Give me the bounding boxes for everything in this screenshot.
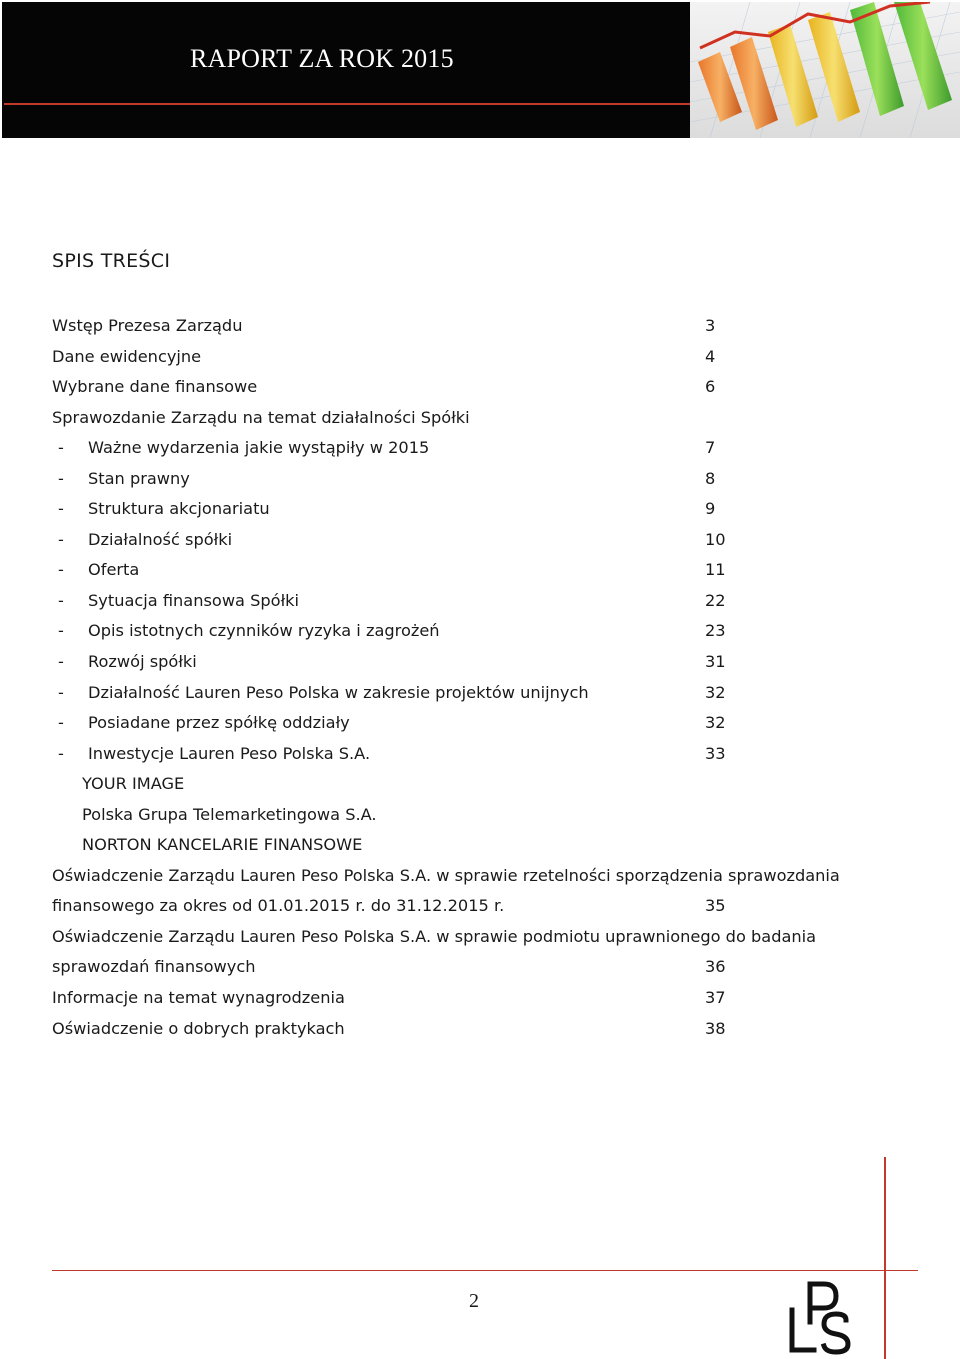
toc-entry-page: 6	[705, 377, 716, 397]
toc-entry[interactable]	[0, 835, 960, 866]
toc-entry[interactable]	[0, 316, 960, 347]
toc-entry-title: sprawozdań finansowych	[52, 957, 256, 977]
toc-entry-title: Posiadane przez spółkę oddziały	[88, 713, 350, 733]
toc-entry[interactable]	[0, 499, 960, 530]
toc-bullet: -	[58, 743, 64, 763]
toc-entry-page: 35	[705, 896, 726, 916]
toc-entry[interactable]	[0, 591, 960, 622]
toc-entry-title: finansowego za okres od 01.01.2015 r. do 31.12.2015 r.	[52, 896, 505, 916]
toc-heading: SPIS TREŚCI	[52, 250, 171, 272]
toc-entry-page: 33	[705, 743, 726, 763]
toc-entry-title: Stan prawny	[88, 468, 190, 488]
toc-entry-title: Rozwój spółki	[88, 652, 197, 672]
toc-entry-page: 4	[705, 346, 716, 366]
toc-bullet: -	[58, 438, 64, 458]
toc-bullet: -	[58, 499, 64, 519]
toc-entry-page: 23	[705, 621, 726, 641]
toc-entry-title: Wybrane dane finansowe	[52, 377, 258, 397]
toc-entry[interactable]	[0, 805, 960, 836]
toc-bullet: -	[58, 713, 64, 733]
toc-entry-page: 8	[705, 468, 716, 488]
toc-bullet: -	[58, 590, 64, 610]
toc-entry[interactable]	[0, 469, 960, 500]
toc-entry-page: 10	[705, 529, 726, 549]
toc-entry[interactable]	[0, 927, 960, 958]
toc-entry[interactable]	[0, 957, 960, 988]
toc-entry[interactable]	[0, 1019, 960, 1050]
toc-entry-title: Ważne wydarzenia jakie wystąpiły w 2015	[88, 438, 430, 458]
lps-logo-icon	[784, 1280, 854, 1356]
toc-entry[interactable]	[0, 988, 960, 1019]
toc-entry[interactable]	[0, 438, 960, 469]
toc-entry[interactable]	[0, 377, 960, 408]
toc-entry-page: 32	[705, 713, 726, 733]
toc-entry-page: 3	[705, 316, 716, 335]
toc-entry-title: Struktura akcjonariatu	[88, 499, 270, 519]
toc-bullet: -	[58, 529, 64, 549]
toc-entry[interactable]	[0, 744, 960, 775]
toc-bullet: -	[58, 468, 64, 488]
toc-entry-title: YOUR IMAGE	[82, 774, 185, 794]
toc-entry-page: 36	[705, 957, 726, 977]
toc-entry[interactable]	[0, 408, 960, 439]
toc-entry[interactable]	[0, 621, 960, 652]
toc-bullet: -	[58, 682, 64, 702]
toc-entry-title: Opis istotnych czynników ryzyka i zagrożeń	[88, 621, 440, 641]
footer-vertical-rule	[884, 1157, 886, 1359]
report-title: RAPORT ZA ROK 2015	[190, 44, 454, 73]
toc-entry-title: Informacje na temat wynagrodzenia	[52, 988, 345, 1008]
toc-entry-title: Oferta	[88, 560, 140, 580]
toc-entry-page: 32	[705, 682, 726, 702]
toc-bullet: -	[58, 560, 64, 580]
toc-bullet: -	[58, 652, 64, 672]
toc-entry-title: Inwestycje Lauren Peso Polska S.A.	[88, 743, 371, 763]
toc-entry-title: NORTON KANCELARIE FINANSOWE	[82, 835, 363, 855]
toc-entry-page: 31	[705, 652, 726, 672]
toc-entry-title: Wstęp Prezesa Zarządu	[52, 316, 243, 335]
toc-entry[interactable]	[0, 683, 960, 714]
toc-entry-title: Działalność spółki	[88, 529, 233, 549]
report-header	[2, 2, 960, 138]
toc-entry[interactable]	[0, 713, 960, 744]
toc-entry[interactable]	[0, 774, 960, 805]
page-number: 2	[469, 1290, 479, 1312]
toc-entry-title: Oświadczenie Zarządu Lauren Peso Polska S.A. w sprawie rzetelności sporządzenia sprawozdania	[52, 865, 840, 885]
toc-entry-title: Dane ewidencyjne	[52, 346, 202, 366]
toc-entry-title: Sytuacja finansowa Spółki	[88, 590, 300, 610]
toc-entry-page: 37	[705, 988, 726, 1008]
toc-bullet: -	[58, 621, 64, 641]
toc-entry-page: 7	[705, 438, 716, 458]
toc-entry-page: 9	[705, 499, 716, 519]
toc-entry-title: Działalność Lauren Peso Polska w zakresie projektów unijnych	[88, 682, 589, 702]
toc-entry[interactable]	[0, 347, 960, 378]
toc-entry-page: 11	[705, 560, 726, 580]
toc-entry-title: Polska Grupa Telemarketingowa S.A.	[82, 804, 377, 824]
toc-entry[interactable]	[0, 530, 960, 561]
toc-entry[interactable]	[0, 896, 960, 927]
toc-entry-title: Sprawozdanie Zarządu na temat działalności Spółki	[52, 407, 470, 427]
footer-divider	[52, 1270, 918, 1271]
growth-bar-chart-icon	[690, 2, 960, 138]
toc-entry[interactable]	[0, 560, 960, 591]
toc-entry[interactable]	[0, 866, 960, 897]
toc-entry-page: 38	[705, 1018, 726, 1038]
toc-entry-title: Oświadczenie Zarządu Lauren Peso Polska S.A. w sprawie podmiotu uprawnionego do badania	[52, 926, 817, 946]
toc-entry[interactable]	[0, 652, 960, 683]
header-divider	[4, 103, 692, 105]
table-of-contents	[0, 316, 960, 1049]
toc-entry-title: Oświadczenie o dobrych praktykach	[52, 1018, 345, 1038]
toc-entry-page: 22	[705, 590, 726, 610]
